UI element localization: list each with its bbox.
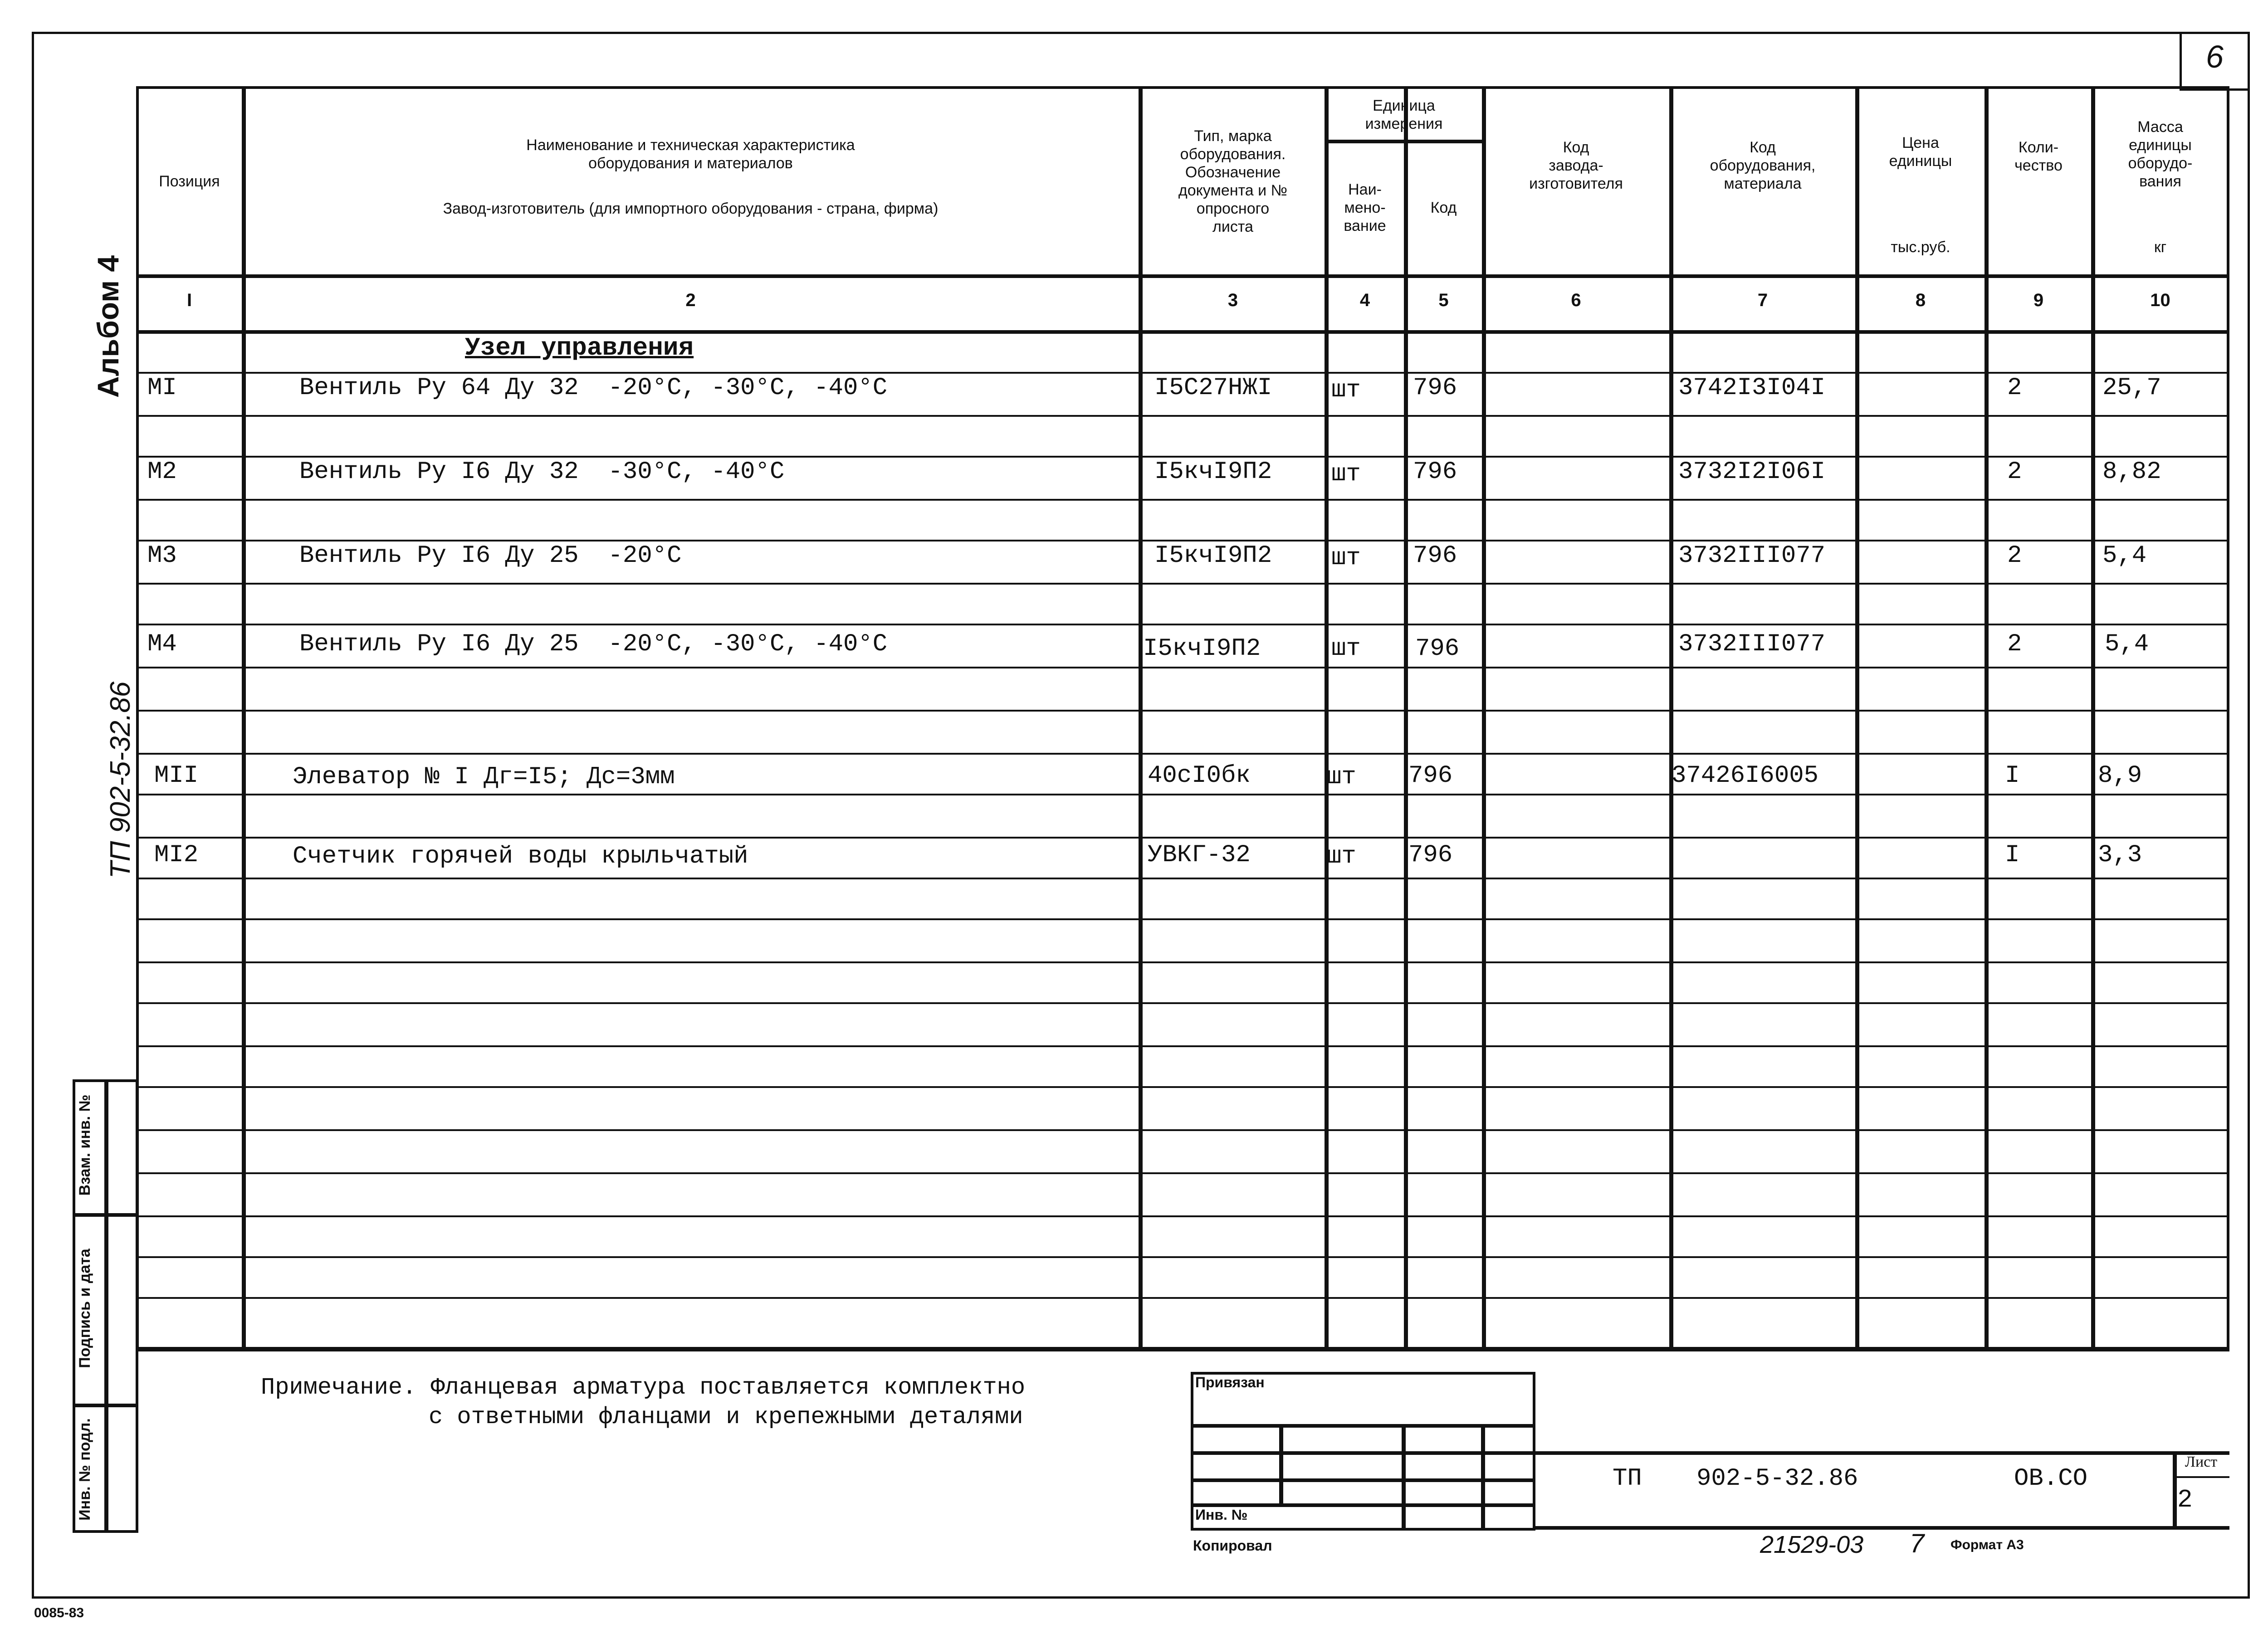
- cell-mass: 8,82: [2102, 458, 2161, 486]
- col-header-unit-name: Наи- мено- вание: [1344, 180, 1386, 234]
- cell-unit: шт: [1327, 843, 1356, 870]
- cell-position: M4: [147, 630, 177, 658]
- cell-name: Вентиль Ру I6 Ду 25 -20°С, -30°С, -40°С: [299, 630, 888, 658]
- col-header-position: Позиция: [159, 173, 220, 190]
- cell-position: M2: [147, 458, 177, 486]
- col-header-price-unit: тыс.руб.: [1891, 239, 1950, 256]
- cell-mass: 5,4: [2105, 630, 2149, 658]
- col-number: 8: [1915, 290, 1926, 310]
- cell-type: I5кчI9П2: [1154, 458, 1272, 486]
- col-number: 5: [1438, 290, 1449, 310]
- cell-position: MI: [147, 374, 177, 402]
- cell-type: 40сI0бк: [1148, 762, 1251, 790]
- cell-name: Вентиль Ру I6 Ду 25 -20°С: [299, 542, 682, 570]
- col-header-qty: Коли- чество: [2014, 139, 2063, 174]
- cell-unit-code: 796: [1413, 374, 1457, 402]
- cell-position: M3: [147, 542, 177, 570]
- col-number: 7: [1757, 290, 1768, 310]
- col-header-price: Цена единицы: [1889, 134, 1952, 170]
- archive-number: 21529-03: [1760, 1531, 1864, 1558]
- album-label: Альбом 4: [91, 255, 125, 398]
- cell-position: MII: [154, 762, 199, 790]
- side-document-code: ТП 902-5-32.86: [105, 681, 136, 879]
- stamp-attached-label: Привязан: [1195, 1374, 1265, 1390]
- page-sequence: 7: [1910, 1529, 1925, 1558]
- cell-qty: I: [2005, 762, 2020, 790]
- section-title: Узел управления: [465, 333, 694, 362]
- cell-mass: 25,7: [2102, 374, 2161, 402]
- cell-unit: шт: [1331, 635, 1361, 663]
- copied-label: Копировал: [1193, 1537, 1272, 1554]
- cell-type: I5C27НЖI: [1154, 374, 1272, 402]
- note-line-1: Примечание. Фланцевая арматура поставляется комплектно: [261, 1374, 1026, 1401]
- stamp-mark: ОВ.СО: [2014, 1465, 2088, 1493]
- col-header-unit-code: Код: [1430, 199, 1457, 216]
- cell-unit-code: 796: [1408, 841, 1453, 869]
- col-header-mass-unit: кг: [2154, 239, 2167, 256]
- cell-mass: 8,9: [2098, 762, 2142, 790]
- cell-name: Вентиль Ру 64 Ду 32 -20°С, -30°С, -40°С: [299, 374, 888, 402]
- cell-qty: 2: [2007, 458, 2022, 486]
- stamp-original-inv: Инв. № подл.: [76, 1418, 93, 1521]
- cell-qty: 2: [2007, 542, 2022, 570]
- col-header-type: Тип, марка оборудования. Обозначение документа и № опросного листа: [1178, 127, 1288, 235]
- col-number: 3: [1227, 290, 1238, 310]
- col-header-name: Наименование и техническая характеристика оборудования и материалов: [526, 137, 855, 172]
- stamp-sheet-number: 2: [2177, 1485, 2193, 1514]
- cell-unit: шт: [1331, 544, 1361, 572]
- col-header-maker-code: Код завода- изготовителя: [1529, 139, 1623, 192]
- cell-unit: шт: [1327, 763, 1356, 791]
- cell-unit-code: 796: [1415, 635, 1460, 663]
- stamp-doc-code: 902-5-32.86: [1696, 1465, 1858, 1493]
- cell-qty: I: [2005, 841, 2020, 869]
- cell-type: УВКГ-32: [1148, 841, 1251, 869]
- col-number: 2: [685, 290, 696, 310]
- cell-unit-code: 796: [1413, 542, 1457, 570]
- col-number: I: [186, 290, 192, 310]
- stamp-signature-date: Подпись и дата: [76, 1249, 93, 1368]
- cell-name: Элеватор № I Дг=I5; Дс=3мм: [293, 763, 675, 791]
- cell-equip-code: 3732I2I06I: [1678, 458, 1826, 486]
- col-number: 4: [1359, 290, 1370, 310]
- cell-equip-code: 37426I6005: [1672, 762, 1819, 790]
- cell-equip-code: 3732III077: [1678, 630, 1826, 658]
- col-header-equip-code: Код оборудования, материала: [1710, 139, 1816, 192]
- cell-type: I5кчI9П2: [1154, 542, 1272, 570]
- cell-name: Вентиль Ру I6 Ду 32 -30°С, -40°С: [299, 458, 785, 486]
- col-header-mass: Масса единицы оборудо- вания: [2128, 118, 2193, 190]
- format-label: Формат А3: [1950, 1537, 2024, 1552]
- cell-qty: 2: [2007, 630, 2022, 658]
- stamp-replacement-inv: Взам. инв. №: [76, 1094, 93, 1196]
- cell-type: I5кчI9П2: [1143, 635, 1261, 663]
- cell-unit-code: 796: [1413, 458, 1457, 486]
- corner-sheet-number: 6: [2206, 39, 2224, 74]
- stamp-sheet-label: Лист: [2185, 1454, 2218, 1470]
- note-line-2: с ответными фланцами и крепежными деталями: [429, 1404, 1023, 1430]
- cell-position: MI2: [154, 841, 199, 869]
- cell-unit: шт: [1331, 376, 1361, 404]
- cell-unit-code: 796: [1408, 762, 1453, 790]
- col-number: 6: [1571, 290, 1581, 310]
- cell-qty: 2: [2007, 374, 2022, 402]
- col-number: 10: [2150, 290, 2170, 310]
- stamp-tp: ТП: [1613, 1465, 1642, 1493]
- cell-equip-code: 3742I3I04I: [1678, 374, 1826, 402]
- col-header-maker: Завод-изготовитель (для импортного оборудования - страна, фирма): [443, 200, 938, 217]
- cell-mass: 3,3: [2098, 841, 2142, 869]
- cell-name: Счетчик горячей воды крыльчатый: [293, 843, 748, 870]
- cell-mass: 5,4: [2102, 542, 2147, 570]
- cell-equip-code: 3732III077: [1678, 542, 1826, 570]
- col-header-unit-group: Единица измерения: [1365, 97, 1443, 132]
- stamp-inv-label: Инв. №: [1195, 1507, 1248, 1523]
- form-number: 0085-83: [34, 1605, 84, 1620]
- cell-unit: шт: [1331, 460, 1361, 488]
- col-number: 9: [2033, 290, 2044, 310]
